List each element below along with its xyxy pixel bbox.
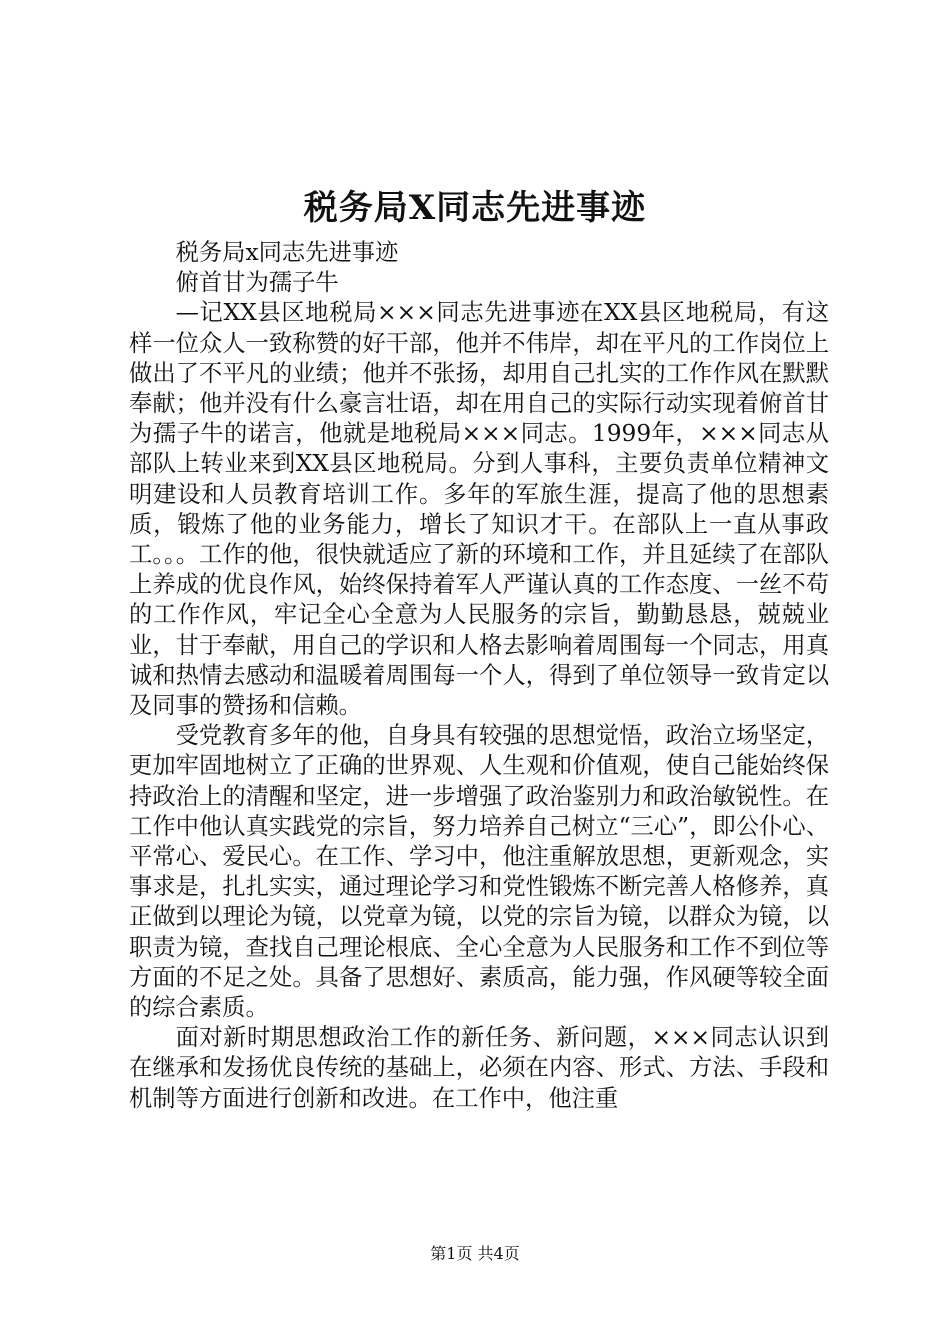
subtitle-line: 税务局x同志先进事迹 — [175, 239, 399, 266]
page-footer: 第1页 共4页 — [430, 1244, 520, 1263]
paragraph: 受党教育多年的他，自身具有较强的思想觉悟，政治立场坚定，更加牢固地树立了正确的世界观、人生观和价值观，使自己能始终保持政治上的清醒和坚定，进一步增强了政治鉴别力和政治敏锐性。在工作中他认真实践党的宗旨，努力培养自己树立“三心”，即公仆心、平常心、爱民心。在工作、学习中，他注重解放思想，更新观念，实事求是，扎扎实实，通过理论学习和党性锻炼不断完善人格修养，真正做到以理论为镜，以党章为镜，以党的宗旨为镜，以群众为镜，以职责为镜，查找自己理论根底、全心全意为人民服务和工作不到位等方面的不足之处。具备了思想好、素质高，能力强，作风硬等较全面的综合素质。 — [129, 722, 829, 1022]
heading-line: 俯首甘为孺子牛 — [175, 269, 339, 297]
paragraph: —记XX县区地税局×××同志先进事迹在XX县区地税局，有这样一位众人一致称赞的好干部，他并不伟岸，却在平凡的工作岗位上做出了不平凡的业绩；他并不张扬，却用自己扎实的工作作风在默默奉献；他并没有什么豪言壮语，却在用自己的实际行动实现着俯首甘为孺子牛的诺言，他就是地税局×××同志。1999年，×××同志从部队上转业来到XX县区地税局。分到人事科，主要负责单位精神文明建设和人员教育培训工作。多年的军旅生涯，提高了他的思想素质，锻炼了他的业务能力，增长了知识才干。在部队上一直从事政工。。。工作的他，很快就适应了新的环境和工作，并且延续了在部队上养成的优良作风，始终保持着军人严谨认真的工作态度、一丝不苟的工作作风，牢记全心全意为人民服务的宗旨，勤勤恳恳，兢兢业业，甘于奉献，用自己的学识和人格去影响着周围每一个同志，用真诚和热情去感动和温暖着周围每一个人，得到了单位领导一致肯定以及同事的赞扬和信赖。 — [129, 299, 829, 720]
paragraph: 面对新时期思想政治工作的新任务、新问题，×××同志认识到在继承和发扬优良传统的基础上，必须在内容、形式、方法、手段和机制等方面进行创新和改进。在工作中，他注重 — [129, 1024, 829, 1112]
document-title: 税务局X同志先进事迹 — [303, 188, 647, 228]
document-body — [129, 238, 829, 1114]
